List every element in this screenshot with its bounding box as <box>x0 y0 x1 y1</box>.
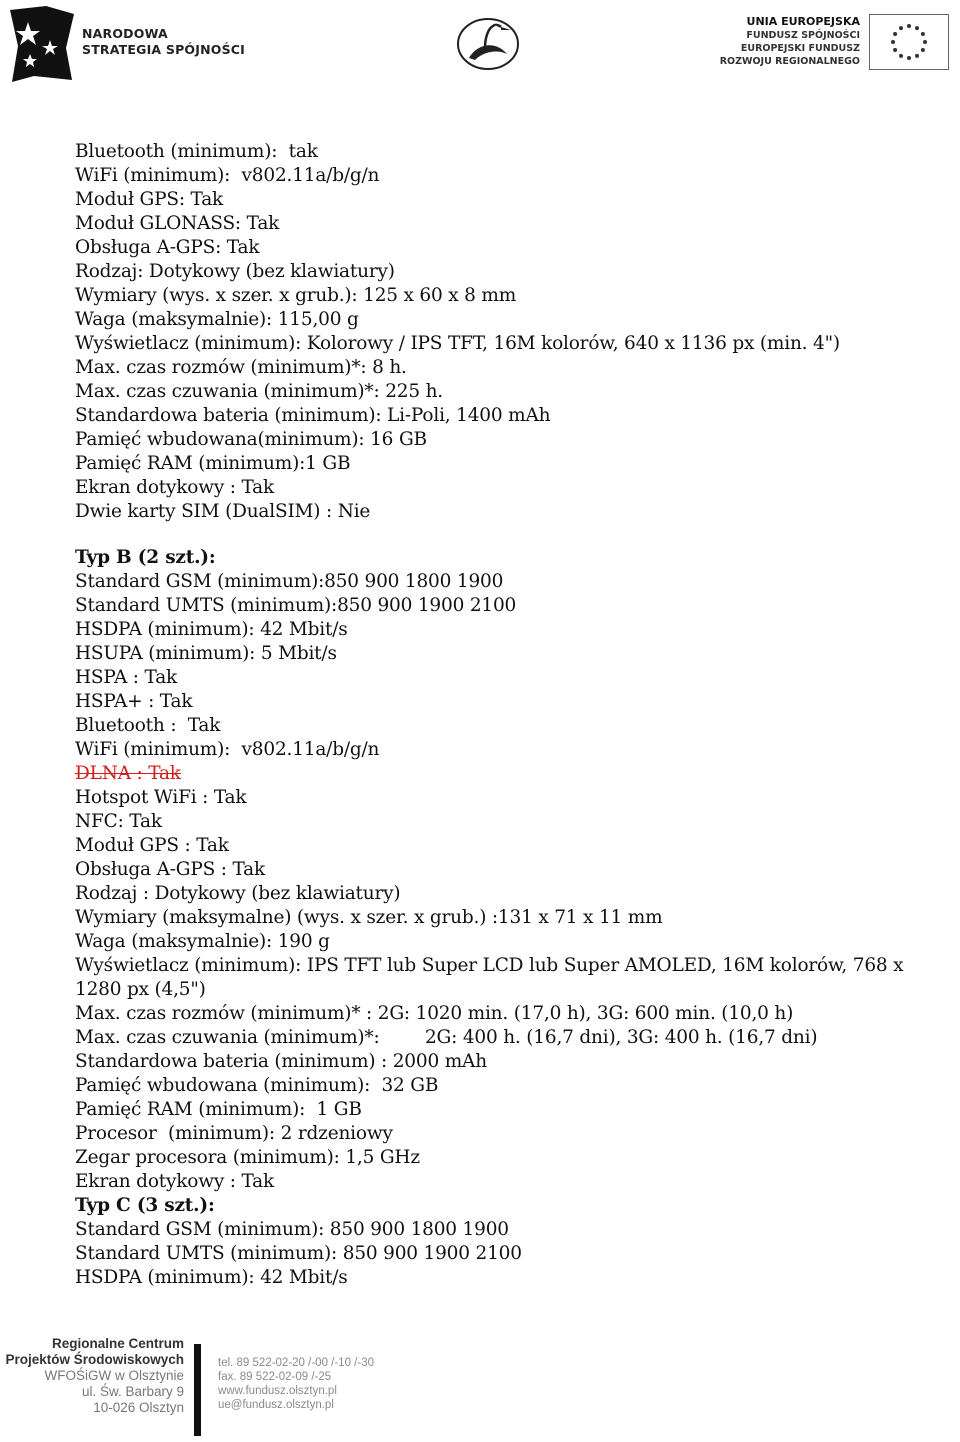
spec-line: 1280 px (4,5") <box>75 979 206 1000</box>
contact-website: www.fundusz.olsztyn.pl <box>218 1385 337 1397</box>
stork-emblem-icon <box>455 14 521 72</box>
spec-line: Standard UMTS (minimum):850 900 1900 2100 <box>75 595 517 616</box>
spec-line: Max. czas czuwania (minimum)*: 2G: 400 h. (16,7 dni), 3G: 400 h. (16,7 dni) <box>75 1027 818 1048</box>
contact-block <box>218 1356 374 1412</box>
ue-line-2: FUNDUSZ SPÓJNOŚCI <box>746 30 860 41</box>
org-name-line-2: Projektów Środowiskowych <box>5 1352 184 1367</box>
spec-line: Rodzaj : Dotykowy (bez klawiatury) <box>75 883 401 904</box>
spec-line: Waga (maksymalnie): 115,00 g <box>75 309 359 330</box>
spec-line: Dwie karty SIM (DualSIM) : Nie <box>75 501 371 522</box>
spec-line: Pamięć wbudowana (minimum): 32 GB <box>75 1075 439 1096</box>
spec-line: Max. czas rozmów (minimum)*: 8 h. <box>75 357 407 378</box>
ue-line-1: UNIA EUROPEJSKA <box>746 15 860 28</box>
spec-block-b1 <box>75 570 935 762</box>
spec-line: Moduł GLONASS: Tak <box>75 213 280 234</box>
spec-line: Hotspot WiFi : Tak <box>75 787 247 808</box>
narodowa-strategia-logo-icon <box>6 4 78 84</box>
contact-fax: fax. 89 522-02-09 /-25 <box>218 1371 332 1383</box>
spec-line: Bluetooth (minimum): tak <box>75 141 318 162</box>
spec-line: Standard GSM (minimum): 850 900 1800 1900 <box>75 1219 509 1240</box>
heading-typ-b: Typ B (2 szt.): <box>75 547 216 568</box>
spec-line: HSUPA (minimum): 5 Mbit/s <box>75 643 337 664</box>
footer-divider <box>194 1344 201 1436</box>
spec-line: Max. czas rozmów (minimum)* : 2G: 1020 min. (17,0 h), 3G: 600 min. (10,0 h) <box>75 1003 794 1024</box>
spec-line: Standardowa bateria (minimum) : 2000 mAh <box>75 1051 487 1072</box>
narodowa-strategia-text <box>82 26 245 58</box>
eu-flag-icon <box>869 14 949 70</box>
org-name-line-1: Regionalne Centrum <box>51 1336 184 1351</box>
spec-line: Pamięć RAM (minimum):1 GB <box>75 453 351 474</box>
spec-line: Ekran dotykowy : Tak <box>75 477 275 498</box>
spec-block-c <box>75 1218 935 1290</box>
spec-line: Rodzaj: Dotykowy (bez klawiatury) <box>75 261 395 282</box>
org-address-street: ul. Św. Barbary 9 <box>81 1384 184 1399</box>
spec-line: Bluetooth : Tak <box>75 715 221 736</box>
spec-line: WiFi (minimum): v802.11a/b/g/n <box>75 165 380 186</box>
spec-line: Pamięć RAM (minimum): 1 GB <box>75 1099 362 1120</box>
contact-email: ue@fundusz.olsztyn.pl <box>218 1399 334 1411</box>
contact-phone: tel. 89 522-02-20 /-00 /-10 /-30 <box>218 1357 374 1369</box>
spec-line: Standard GSM (minimum):850 900 1800 1900 <box>75 571 504 592</box>
spec-line: NFC: Tak <box>75 811 162 832</box>
spec-line: HSDPA (minimum): 42 Mbit/s <box>75 619 348 640</box>
nss-line-1: NARODOWA <box>82 26 168 41</box>
spec-line: WiFi (minimum): v802.11a/b/g/n <box>75 739 380 760</box>
spec-line: Waga (maksymalnie): 190 g <box>75 931 330 952</box>
spec-line: Wyświetlacz (minimum): Kolorowy / IPS TFT, 16M kolorów, 640 x 1136 px (min. 4") <box>75 333 840 354</box>
organization-block <box>4 1336 184 1416</box>
spec-line: Ekran dotykowy : Tak <box>75 1171 275 1192</box>
spec-line: Max. czas czuwania (minimum)*: 225 h. <box>75 381 443 402</box>
spec-line: HSPA : Tak <box>75 667 178 688</box>
spec-line: Wymiary (maksymalne) (wys. x szer. x grub.) :131 x 71 x 11 mm <box>75 907 663 928</box>
eu-funds-text <box>712 14 860 68</box>
spec-line: Standard UMTS (minimum): 850 900 1900 2100 <box>75 1243 522 1264</box>
spec-block-b2 <box>75 786 935 1194</box>
spec-line: Pamięć wbudowana(minimum): 16 GB <box>75 429 427 450</box>
spec-line: Obsługa A-GPS: Tak <box>75 237 260 258</box>
spec-block-a <box>75 140 935 524</box>
nss-line-2: STRATEGIA SPÓJNOŚCI <box>82 42 246 57</box>
page-footer <box>0 1330 960 1442</box>
struck-spec-line: DLNA : Tak <box>75 763 181 784</box>
spec-line: HSDPA (minimum): 42 Mbit/s <box>75 1267 348 1288</box>
page-header <box>0 0 960 100</box>
org-address-city: 10-026 Olsztyn <box>93 1400 184 1415</box>
heading-typ-c: Typ C (3 szt.): <box>75 1195 215 1216</box>
ue-line-4: ROZWOJU REGIONALNEGO <box>719 56 860 67</box>
ue-line-3: EUROPEJSKI FUNDUSZ <box>740 43 860 54</box>
org-sub-line-1: WFOŚiGW w Olsztynie <box>44 1368 184 1383</box>
spec-line: Wymiary (wys. x szer. x grub.): 125 x 60 x 8 mm <box>75 285 517 306</box>
spec-line: Wyświetlacz (minimum): IPS TFT lub Super LCD lub Super AMOLED, 16M kolorów, 768 x <box>75 955 904 976</box>
spec-line: HSPA+ : Tak <box>75 691 193 712</box>
spec-line: Standardowa bateria (minimum): Li-Poli, 1400 mAh <box>75 405 551 426</box>
spec-line: Moduł GPS : Tak <box>75 835 229 856</box>
spec-line: Obsługa A-GPS : Tak <box>75 859 266 880</box>
spec-line: Zegar procesora (minimum): 1,5 GHz <box>75 1147 420 1168</box>
spec-line: Moduł GPS: Tak <box>75 189 224 210</box>
section-gap <box>75 524 935 546</box>
spec-content <box>75 140 935 1290</box>
spec-line: Procesor (minimum): 2 rdzeniowy <box>75 1123 393 1144</box>
